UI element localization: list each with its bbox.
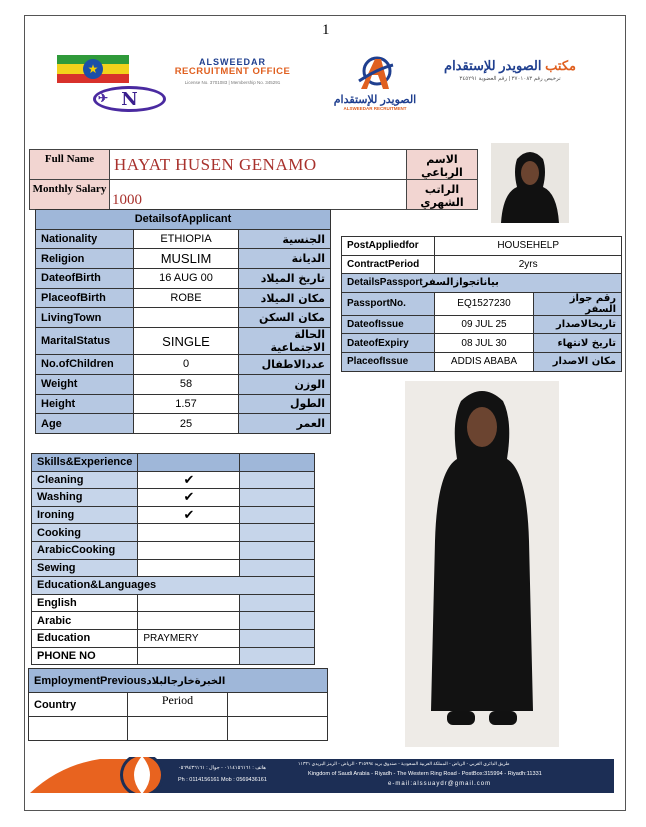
footer-banner [30, 757, 614, 793]
right-logo-name: الصويدر للإستقدام [444, 58, 542, 73]
employment-table [28, 668, 328, 741]
applicant-value: 25 [134, 414, 239, 434]
skills-table [31, 453, 315, 665]
passport-label: PlaceofIssue [342, 352, 435, 371]
education-extra-cell [240, 647, 315, 665]
salary-label-ar: الراتب الشهري [407, 180, 478, 210]
footer-phone-ar: هاتف : ٠١١٤١٥٦١٦١ - جوال : ٠٥٦٩٤٣٦١٦١ [178, 765, 266, 771]
contract-period-label: ContractPeriod [342, 255, 435, 274]
ethiopia-flag-logo [57, 55, 129, 83]
education-value: PRAYMERY [138, 629, 240, 647]
page-number: 1 [322, 22, 330, 38]
education-value [138, 612, 240, 630]
skill-row [32, 524, 315, 542]
office-title-line1: ALSWEEDAR [199, 57, 266, 67]
skill-label: Cooking [32, 524, 138, 542]
education-label: Education [32, 629, 138, 647]
applicant-value: 58 [134, 374, 239, 394]
employment-title [29, 669, 328, 693]
applicant-label: Religion [36, 249, 134, 269]
passport-row [342, 352, 622, 371]
applicant-row [36, 269, 331, 289]
education-extra-cell [240, 594, 315, 612]
applicant-value [134, 308, 239, 328]
education-label: Arabic [32, 612, 138, 630]
passport-label-ar: تاريخالاصدار [533, 315, 621, 334]
full-name-value: HAYAT HUSEN GENAMO [110, 150, 407, 180]
n-logo-letter: N [121, 88, 138, 110]
skill-row [32, 506, 315, 524]
applicant-label: Height [36, 394, 134, 414]
applicant-label: Age [36, 414, 134, 434]
portrait-photo [491, 143, 569, 223]
education-value [138, 647, 240, 665]
center-logo-arabic: الصويدر للإستقدام [333, 94, 417, 106]
office-license: License No. 3701083 | Membership No. 345291 [184, 80, 281, 86]
skill-row [32, 559, 315, 577]
skill-extra-cell [240, 541, 315, 559]
applicant-label: LivingTown [36, 308, 134, 328]
employment-title-ar: الخبرةخارجالبلاد [146, 675, 226, 687]
applicant-label-ar: تاريخ الميلاد [239, 269, 331, 289]
skill-extra-cell [240, 524, 315, 542]
applicant-label: No.ofChildren [36, 355, 134, 375]
applicant-value: 16 AUG 00 [134, 269, 239, 289]
passport-row [342, 292, 622, 315]
passport-title-en: DetailsPassport [347, 277, 423, 289]
passport-value: ADDIS ABABA [435, 352, 533, 371]
applicant-row [36, 229, 331, 249]
applicant-label-ar: الديانة [239, 249, 331, 269]
applicant-value: 0 [134, 355, 239, 375]
applicant-value: SINGLE [134, 328, 239, 355]
skills-title: Skills&Experience [32, 454, 138, 472]
applicant-label-ar: العمر [239, 414, 331, 434]
full-body-photo [405, 381, 559, 747]
country-label: Country [29, 693, 128, 717]
skill-extra-cell [240, 471, 315, 489]
passport-label-ar: رقم جواز السفر [533, 292, 621, 315]
full-name-label: Full Name [30, 150, 110, 180]
applicant-label-ar: الحالة الاجتماعية [239, 328, 331, 355]
star-icon: ★ [83, 59, 103, 79]
applicant-label-ar: الوزن [239, 374, 331, 394]
applicant-details-table [35, 209, 331, 434]
checkmark-icon: ✔ [138, 506, 240, 524]
applicant-row [36, 355, 331, 375]
right-logo-subtitle: ترخيص رقم ٣٧٠١٠٨٣ | رقم العضوية ٣٤٥٢٩١ [459, 76, 561, 82]
applicant-title: DetailsofApplicant [36, 210, 331, 230]
skill-extra-cell [240, 506, 315, 524]
passport-label: DateofExpiry [342, 334, 435, 353]
applicant-row [36, 394, 331, 414]
applicant-label: DateofBirth [36, 269, 134, 289]
post-applied-value: HOUSEHELP [435, 237, 622, 256]
alsweedar-a-logo [325, 55, 425, 111]
applicant-label: Weight [36, 374, 134, 394]
education-title: Education&Languages [32, 577, 315, 595]
passport-label-ar: تاريخ لانتهاء [533, 334, 621, 353]
checkmark-icon: ✔ [138, 471, 240, 489]
education-extra-cell [240, 612, 315, 630]
education-row [32, 594, 315, 612]
passport-label-ar: مكان الاصدار [533, 352, 621, 371]
applicant-label-ar: مكان السكن [239, 308, 331, 328]
applicant-label: Nationality [36, 229, 134, 249]
skill-row [32, 489, 315, 507]
skill-extra-cell [240, 559, 315, 577]
checkmark-icon [138, 559, 240, 577]
applicant-row [36, 374, 331, 394]
skill-label: Ironing [32, 506, 138, 524]
passport-label: DateofIssue [342, 315, 435, 334]
skill-label: Sewing [32, 559, 138, 577]
n-airline-logo [93, 86, 166, 112]
salary-value: 1000 [110, 180, 407, 210]
office-title-line2: RECRUITMENT OFFICE [174, 66, 291, 78]
education-extra-cell [240, 629, 315, 647]
airplane-icon: ✈ [98, 91, 109, 105]
passport-value: 08 JUL 30 [435, 334, 533, 353]
applicant-label-ar: الطول [239, 394, 331, 414]
checkmark-icon [138, 541, 240, 559]
identity-table [29, 149, 478, 210]
applicant-label-ar: عددالاطفال [239, 355, 331, 375]
applicant-value: MUSLIM [134, 249, 239, 269]
post-applied-label: PostAppliedfor [342, 237, 435, 256]
footer-address-ar: طريق الدائري الغربي - الرياض - المملكة العربية السعودية - صندوق بريد ٣١٥٩٩٤ - الرياض - الرمز البريدي ١١٣٣١ [298, 761, 510, 766]
skill-label: ArabicCooking [32, 541, 138, 559]
skill-label: Cleaning [32, 471, 138, 489]
skill-row [32, 471, 315, 489]
applicant-label: PlaceofBirth [36, 288, 134, 308]
education-label: English [32, 594, 138, 612]
education-row [32, 612, 315, 630]
education-label: PHONE NO [32, 647, 138, 665]
footer-address-en: Kingdom of Saudi Arabia - Riyadh - The Western Ring Road - PostBox:315994 - Riyadh:11331 [308, 771, 542, 777]
applicant-label-ar: الجنسية [239, 229, 331, 249]
alsweedar-office-logo [170, 58, 295, 86]
skill-extra-cell [240, 489, 315, 507]
applicant-row [36, 288, 331, 308]
education-value [138, 594, 240, 612]
applicant-row [36, 249, 331, 269]
full-name-label-ar: الاسم الرباعي [407, 150, 478, 180]
right-logo-word: مكتب [545, 58, 576, 73]
checkmark-icon [138, 524, 240, 542]
period-label: Period [128, 693, 228, 717]
applicant-label-ar: مكان الميلاد [239, 288, 331, 308]
employment-title-en: EmploymentPrevious [34, 674, 147, 687]
passport-title-ar: بياناتجوازالسفر [422, 277, 499, 289]
center-logo-english: ALSWEEDAR RECRUITMENT [343, 106, 407, 111]
applicant-row [36, 328, 331, 355]
contract-period-value: 2yrs [435, 255, 622, 274]
applicant-row [36, 414, 331, 434]
salary-label: Monthly Salary [30, 180, 110, 210]
a-mark-icon [355, 55, 395, 91]
passport-row [342, 315, 622, 334]
passport-label: PassportNo. [342, 292, 435, 315]
passport-row [342, 334, 622, 353]
education-row [32, 629, 315, 647]
passport-details-table [341, 236, 622, 372]
education-row [32, 647, 315, 665]
applicant-value: ETHIOPIA [134, 229, 239, 249]
applicant-value: ROBE [134, 288, 239, 308]
applicant-label: MaritalStatus [36, 328, 134, 355]
passport-title [342, 274, 622, 293]
skill-label: Washing [32, 489, 138, 507]
applicant-value: 1.57 [134, 394, 239, 414]
footer-phone: Ph : 0114156161 Mob : 0569436161 [178, 777, 267, 783]
passport-value: EQ1527230 [435, 292, 533, 315]
skill-row [32, 541, 315, 559]
passport-value: 09 JUL 25 [435, 315, 533, 334]
footer-email: e-mail:alssuaydr@gmail.com [388, 781, 492, 787]
office-arabic-logo [435, 58, 585, 82]
applicant-row [36, 308, 331, 328]
checkmark-icon: ✔ [138, 489, 240, 507]
